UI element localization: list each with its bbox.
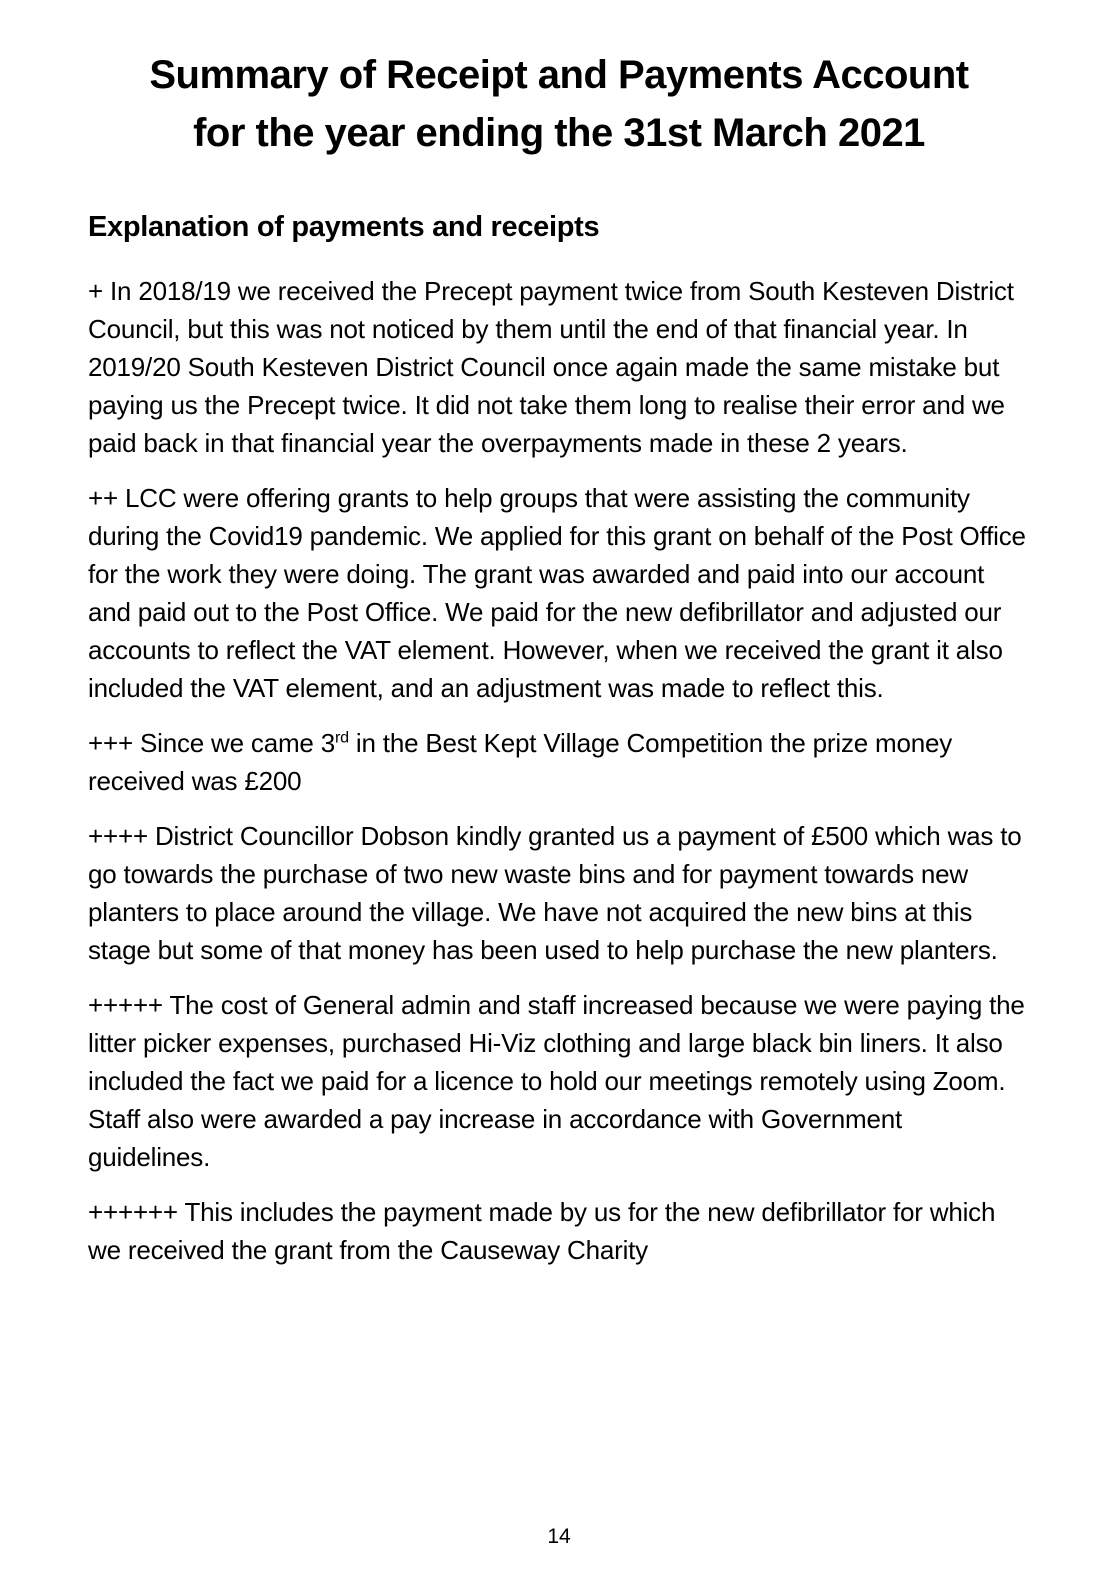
paragraph-admin-staff-costs: +++++ The cost of General admin and staff increased because we were paying the litter picker expenses, purchased Hi-Viz clothing and large black bin liners. It also included the fact we paid for a licence to hold our meetings remotely using Zoom. Staff also were awarded a pay increase in accordance with Government guidelines. (88, 990, 1025, 1172)
paragraph-precept-overpayment: + In 2018/19 we received the Precept payment twice from South Kesteven District Council, but this was not noticed by them until the end of that financial year. In 2019/20 South Kesteven District Council once again made the same mistake but paying us the Precept twice. It did not take them long to realise their error and we paid back in that financial year the overpayments made in these 2 years. (88, 276, 1014, 458)
page-number: 14 (547, 1525, 571, 1548)
section-heading: Explanation of payments and receipts (88, 211, 600, 243)
paragraph-best-kept-village-start: +++ Since we came 3 (88, 728, 335, 758)
paragraph-lcc-covid-grant: ++ LCC were offering grants to help groups that were assisting the community during the Covid19 pandemic. We applied for this grant on behalf of the Post Office for the work they were doing. The grant was awarded and paid into our account and paid out to the Post Office. We paid for the new defibrillator and adjusted our accounts to reflect the VAT element. However, when we received the grant it also included the VAT element, and an adjustment was made to reflect this. (88, 483, 1026, 703)
document-title (88, 46, 1030, 162)
paragraph-best-kept-village (88, 724, 1030, 800)
ordinal-superscript: rd (334, 728, 349, 747)
paragraph-defibrillator-payment: ++++++ This includes the payment made by us for the new defibrillator for which we received the grant from the Causeway Charity (88, 1197, 996, 1265)
document-title-line-2: for the year ending the 31st March 2021 (193, 111, 925, 155)
paragraph-best-kept-village-end: in the Best Kept Village Competition the prize money received was £200 (88, 728, 953, 796)
document-title-line-1: Summary of Receipt and Payments Account (149, 53, 969, 97)
paragraph-councillor-dobson-grant: ++++ District Councillor Dobson kindly granted us a payment of £500 which was to go towards the purchase of two new waste bins and for payment towards new planters to place around the village. We have not acquired the new bins at this stage but some of that money has been used to help purchase the new planters. (88, 821, 1022, 965)
